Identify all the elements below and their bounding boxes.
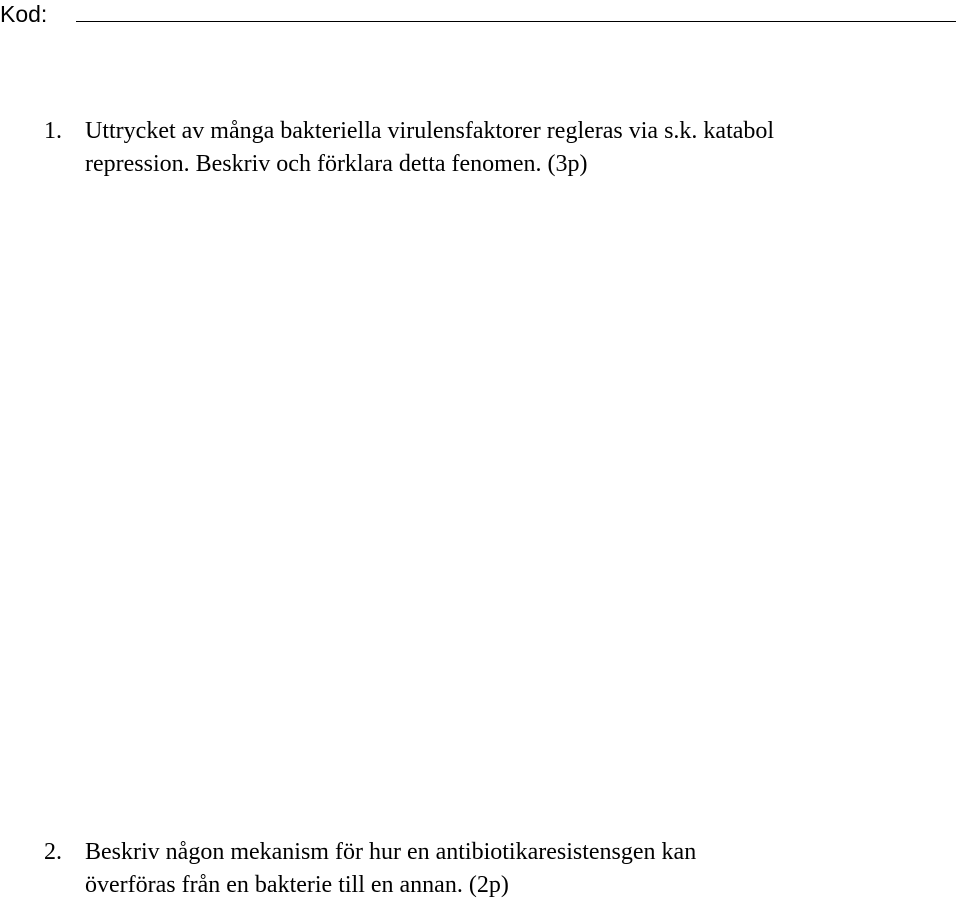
code-field bbox=[0, 0, 960, 30]
question-text-line: överföras från en bakterie till en annan. (2p) bbox=[85, 872, 509, 898]
question-text-line: Uttrycket av många bakteriella virulensfaktorer regleras via s.k. katabol bbox=[85, 118, 775, 144]
code-answer-line bbox=[76, 21, 956, 22]
question-text bbox=[85, 115, 945, 181]
question-number: 1. bbox=[44, 118, 62, 144]
question-text bbox=[85, 836, 945, 902]
question-text-line: Beskriv någon mekanism för hur en antibiotikaresistensgen kan bbox=[85, 839, 697, 865]
question-number: 2. bbox=[44, 839, 62, 865]
question-text-line: repression. Beskriv och förklara detta fenomen. (3p) bbox=[85, 151, 588, 177]
code-label: Kod: bbox=[0, 1, 48, 27]
